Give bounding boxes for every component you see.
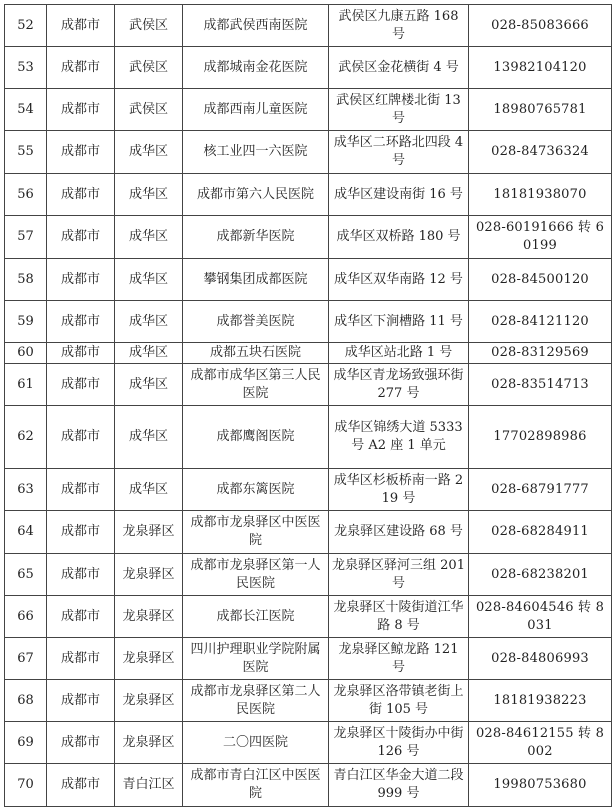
- phone-cell: 18181938070: [469, 174, 612, 216]
- address-cell: 成华区青龙场致强环街 277 号: [329, 364, 469, 406]
- row-number: 59: [5, 301, 47, 343]
- row-number: 66: [5, 596, 47, 638]
- city-cell: 成都市: [47, 5, 115, 47]
- row-number: 65: [5, 554, 47, 596]
- district-cell: 成华区: [115, 469, 183, 511]
- phone-cell: 028-84604546 转 8031: [469, 596, 612, 638]
- phone-cell: 028-85083666: [469, 5, 612, 47]
- table-row: [5, 722, 612, 764]
- address-cell: 龙泉驿区鲸龙路 121 号: [329, 638, 469, 680]
- row-number: 54: [5, 89, 47, 131]
- district-cell: 成华区: [115, 131, 183, 174]
- phone-cell: 19980753680: [469, 764, 612, 807]
- address-cell: 青白江区华金大道二段 999 号: [329, 764, 469, 807]
- row-number: 70: [5, 764, 47, 807]
- hospital-name-cell: 成都市龙泉驿区中医医院: [183, 511, 329, 554]
- city-cell: 成都市: [47, 638, 115, 680]
- address-cell: 成华区下涧槽路 11 号: [329, 301, 469, 343]
- phone-cell: 18181938223: [469, 680, 612, 722]
- phone-cell: 17702898986: [469, 406, 612, 469]
- phone-cell: 028-84736324: [469, 131, 612, 174]
- hospital-name-cell: 成都誉美医院: [183, 301, 329, 343]
- row-number: 53: [5, 47, 47, 89]
- district-cell: 成华区: [115, 406, 183, 469]
- table-row: [5, 511, 612, 554]
- district-cell: 龙泉驿区: [115, 511, 183, 554]
- district-cell: 成华区: [115, 343, 183, 364]
- hospital-name-cell: 成都西南儿童医院: [183, 89, 329, 131]
- phone-cell: 028-68238201: [469, 554, 612, 596]
- table-row: [5, 596, 612, 638]
- table-row: [5, 638, 612, 680]
- district-cell: 青白江区: [115, 764, 183, 807]
- address-cell: 武侯区九康五路 168 号: [329, 5, 469, 47]
- address-cell: 武侯区红牌楼北街 13 号: [329, 89, 469, 131]
- hospital-name-cell: 四川护理职业学院附属医院: [183, 638, 329, 680]
- phone-cell: 028-84500120: [469, 259, 612, 301]
- address-cell: 成华区二环路北四段 4 号: [329, 131, 469, 174]
- hospital-name-cell: 二〇四医院: [183, 722, 329, 764]
- address-cell: 成华区双华南路 12 号: [329, 259, 469, 301]
- phone-cell: 028-83514713: [469, 364, 612, 406]
- hospital-name-cell: 成都新华医院: [183, 216, 329, 259]
- district-cell: 龙泉驿区: [115, 722, 183, 764]
- row-number: 56: [5, 174, 47, 216]
- phone-cell: 028-84121120: [469, 301, 612, 343]
- address-cell: 龙泉驿区驿河三组 201 号: [329, 554, 469, 596]
- district-cell: 成华区: [115, 364, 183, 406]
- hospital-name-cell: 成都城南金花医院: [183, 47, 329, 89]
- city-cell: 成都市: [47, 596, 115, 638]
- city-cell: 成都市: [47, 216, 115, 259]
- city-cell: 成都市: [47, 722, 115, 764]
- district-cell: 龙泉驿区: [115, 596, 183, 638]
- hospital-table: [4, 4, 612, 807]
- phone-cell: 13982104120: [469, 47, 612, 89]
- city-cell: 成都市: [47, 301, 115, 343]
- row-number: 58: [5, 259, 47, 301]
- table-row: [5, 406, 612, 469]
- table-row: [5, 131, 612, 174]
- phone-cell: 028-84806993: [469, 638, 612, 680]
- city-cell: 成都市: [47, 47, 115, 89]
- address-cell: 龙泉驿区建设路 68 号: [329, 511, 469, 554]
- phone-cell: 028-84612155 转 8002: [469, 722, 612, 764]
- city-cell: 成都市: [47, 131, 115, 174]
- address-cell: 成华区杉板桥南一路 219 号: [329, 469, 469, 511]
- table-row: [5, 343, 612, 364]
- table-row: [5, 469, 612, 511]
- table-row: [5, 364, 612, 406]
- district-cell: 武侯区: [115, 5, 183, 47]
- hospital-name-cell: 攀钢集团成都医院: [183, 259, 329, 301]
- city-cell: 成都市: [47, 259, 115, 301]
- city-cell: 成都市: [47, 511, 115, 554]
- district-cell: 龙泉驿区: [115, 680, 183, 722]
- city-cell: 成都市: [47, 89, 115, 131]
- hospital-name-cell: 成都五块石医院: [183, 343, 329, 364]
- row-number: 68: [5, 680, 47, 722]
- row-number: 52: [5, 5, 47, 47]
- row-number: 57: [5, 216, 47, 259]
- row-number: 67: [5, 638, 47, 680]
- hospital-name-cell: 成都武侯西南医院: [183, 5, 329, 47]
- address-cell: 龙泉驿区十陵街道江华路 8 号: [329, 596, 469, 638]
- district-cell: 龙泉驿区: [115, 638, 183, 680]
- city-cell: 成都市: [47, 469, 115, 511]
- city-cell: 成都市: [47, 343, 115, 364]
- hospital-name-cell: 核工业四一六医院: [183, 131, 329, 174]
- table-row: [5, 301, 612, 343]
- city-cell: 成都市: [47, 364, 115, 406]
- table-row: [5, 174, 612, 216]
- row-number: 55: [5, 131, 47, 174]
- district-cell: 武侯区: [115, 47, 183, 89]
- city-cell: 成都市: [47, 764, 115, 807]
- city-cell: 成都市: [47, 680, 115, 722]
- phone-cell: 18980765781: [469, 89, 612, 131]
- district-cell: 成华区: [115, 216, 183, 259]
- row-number: 62: [5, 406, 47, 469]
- table-row: [5, 5, 612, 47]
- hospital-name-cell: 成都长江医院: [183, 596, 329, 638]
- table-row: [5, 47, 612, 89]
- hospital-table-body: [5, 5, 612, 807]
- city-cell: 成都市: [47, 174, 115, 216]
- hospital-name-cell: 成都东篱医院: [183, 469, 329, 511]
- district-cell: 成华区: [115, 259, 183, 301]
- hospital-name-cell: 成都市龙泉驿区第二人民医院: [183, 680, 329, 722]
- district-cell: 成华区: [115, 174, 183, 216]
- address-cell: 龙泉驿区洛带镇老街上街 105 号: [329, 680, 469, 722]
- table-row: [5, 259, 612, 301]
- table-row: [5, 554, 612, 596]
- table-row: [5, 764, 612, 807]
- hospital-name-cell: 成都市第六人民医院: [183, 174, 329, 216]
- address-cell: 龙泉驿区十陵街办中街 126 号: [329, 722, 469, 764]
- table-row: [5, 89, 612, 131]
- phone-cell: 028-68791777: [469, 469, 612, 511]
- row-number: 69: [5, 722, 47, 764]
- district-cell: 武侯区: [115, 89, 183, 131]
- hospital-name-cell: 成都市成华区第三人民医院: [183, 364, 329, 406]
- row-number: 64: [5, 511, 47, 554]
- phone-cell: 028-68284911: [469, 511, 612, 554]
- table-row: [5, 216, 612, 259]
- city-cell: 成都市: [47, 554, 115, 596]
- row-number: 61: [5, 364, 47, 406]
- district-cell: 成华区: [115, 301, 183, 343]
- table-row: [5, 680, 612, 722]
- phone-cell: 028-83129569: [469, 343, 612, 364]
- row-number: 60: [5, 343, 47, 364]
- address-cell: 成华区建设南街 16 号: [329, 174, 469, 216]
- district-cell: 龙泉驿区: [115, 554, 183, 596]
- address-cell: 成华区锦绣大道 5333 号 A2 座 1 单元: [329, 406, 469, 469]
- hospital-name-cell: 成都市青白江区中医医院: [183, 764, 329, 807]
- phone-cell: 028-60191666 转 60199: [469, 216, 612, 259]
- hospital-name-cell: 成都鹰阁医院: [183, 406, 329, 469]
- address-cell: 武侯区金花横街 4 号: [329, 47, 469, 89]
- address-cell: 成华区双桥路 180 号: [329, 216, 469, 259]
- row-number: 63: [5, 469, 47, 511]
- address-cell: 成华区站北路 1 号: [329, 343, 469, 364]
- hospital-name-cell: 成都市龙泉驿区第一人民医院: [183, 554, 329, 596]
- city-cell: 成都市: [47, 406, 115, 469]
